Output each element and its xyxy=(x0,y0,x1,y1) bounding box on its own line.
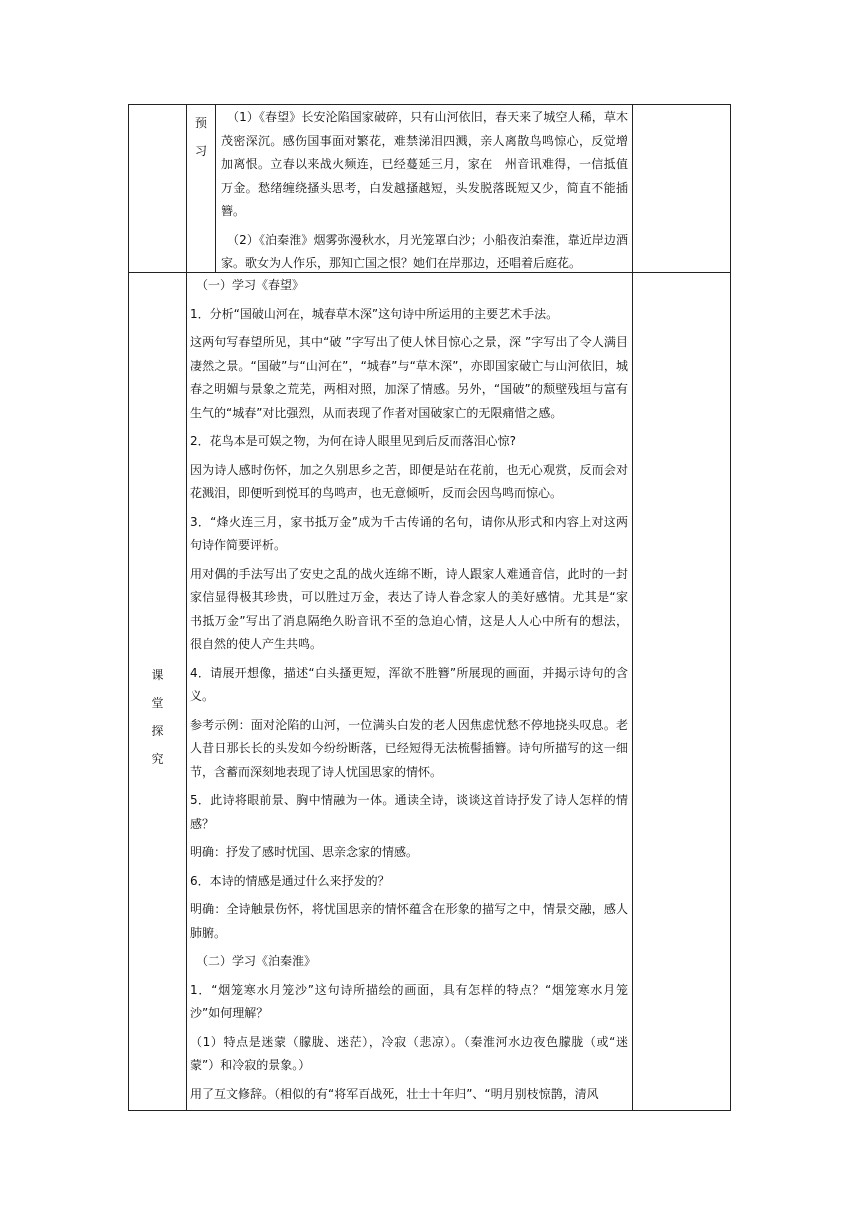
answer: 这两句写春望所见，其中“破 ”字写出了使人怵目惊心之景，深 ”字写出了令人满目凄然之景。“国破”与“山河在”，“城春”与“草木深”，亦即国家破亡与山河依旧，城春之明媚与景象之荒芜，两相对照，加深了情感。另外，“国破”的颓壁残垣与富有生气的“城春”对比强烈，从而表现了作者对国破家亡的无限痛惜之感。 xyxy=(190,335,628,420)
preview-label xyxy=(186,104,216,273)
inquiry-label-char: 究 xyxy=(151,751,164,766)
answer: 用对偶的手法写出了安史之乱的战火连绵不断，诗人跟家人难通音信，此时的一封家信显得极其珍贵，可以胜过万金，表达了诗人眷念家人的美好感情。尤其是“家书抵万金”写出了消息隔绝久盼音讯不至的急迫心情，这是人人心中所有的想法，很自然的使人产生共鸣。 xyxy=(190,566,628,651)
question: 4．请展开想像，描述“白头搔更短，浑欲不胜簪”所展现的画面，并揭示诗句的含义。 xyxy=(190,665,628,703)
preview-label-char: 预 xyxy=(194,116,207,130)
preview-paragraph: （2）《泊秦淮》烟雾弥漫秋水，月光笼罩白沙；小船夜泊秦淮，靠近岸边酒家。歌女为人作乐，那知亡国之恨？她们在岸那边，还唱着后庭花。 xyxy=(221,232,628,270)
inquiry-label-char: 堂 xyxy=(151,695,164,710)
preview-paragraph: （1）《春望》长安沦陷国家破碎，只有山河依旧，春天来了城空人稀，草木茂密深沉。感伤国事面对繁花，难禁涕泪四溅，亲人离散鸟鸣惊心，反觉增加离恨。立春以来战火频连，已经蔓延三月，家在 州音讯难得，一信抵值万金。愁绪缠绕搔头思考，白发越搔越短，头发脱落既短又少，简直不能插簪。 xyxy=(221,110,628,218)
question: 5．此诗将眼前景、胸中情融为一体。通读全诗，谈谈这首诗抒发了诗人怎样的情感？ xyxy=(190,793,628,831)
inquiry-label xyxy=(128,272,187,1111)
question: 1．“烟笼寒水月笼沙”这句诗所描绘的画面，具有怎样的特点？“烟笼寒水月笼沙”如何理解？ xyxy=(190,982,628,1020)
preview-content xyxy=(215,104,633,273)
left-margin-cell-preview xyxy=(128,104,187,273)
question: 1．分析“国破山河在，城春草木深”这句诗中所运用的主要艺术手法。 xyxy=(190,306,559,321)
answer: 明确：抒发了感时忧国、思亲念家的情感。 xyxy=(190,845,419,859)
answer: 用了互文修辞。（相似的有“将军百战死，壮士十年归”、“明月别枝惊鹊，清风 xyxy=(190,1086,599,1101)
answer: （1）特点是迷蒙（朦胧、迷茫），冷寂（悲凉）。（秦淮河水边夜色朦胧（或“迷蒙”）和冷寂的景象。） xyxy=(190,1034,628,1072)
answer: 参考示例：面对沦陷的山河，一位满头白发的老人因焦虑忧愁不停地挠头叹息。老人昔日那长长的头发如今纷纷断落，已经短得无法梳髻插簪。诗句所描写的这一细节，含蓄而深刻地表现了诗人忧国思家的情怀。 xyxy=(190,717,628,779)
inquiry-content xyxy=(186,272,633,1111)
question: 2．花鸟本是可娱之物，为何在诗人眼里见到后反而落泪心惊? xyxy=(190,434,517,448)
inquiry-label-char: 探 xyxy=(151,723,164,738)
preview-label-char: 习 xyxy=(194,144,207,158)
notes-cell-preview xyxy=(632,104,731,273)
section-heading: （二）学习《泊秦淮》 xyxy=(196,954,317,968)
answer: 明确：全诗触景伤怀，将忧国思亲的情怀蕴含在形象的描写之中，情景交融，感人肺腑。 xyxy=(190,902,628,940)
question: 3．“烽火连三月，家书抵万金”成为千古传诵的名句，请你从形式和内容上对这两句诗作简要评析。 xyxy=(190,514,628,552)
inquiry-label-char: 课 xyxy=(151,667,164,682)
section-heading: （一）学习《春望》 xyxy=(196,278,305,292)
question: 6．本诗的情感是通过什么来抒发的？ xyxy=(190,873,390,888)
answer: 因为诗人感时伤怀，加之久别思乡之苦，即便是站在花前，也无心观赏，反而会对花溅泪，即便听到悦耳的鸟鸣声，也无意倾听，反而会因鸟鸣而惊心。 xyxy=(190,462,628,500)
notes-cell-inquiry xyxy=(632,272,731,1111)
